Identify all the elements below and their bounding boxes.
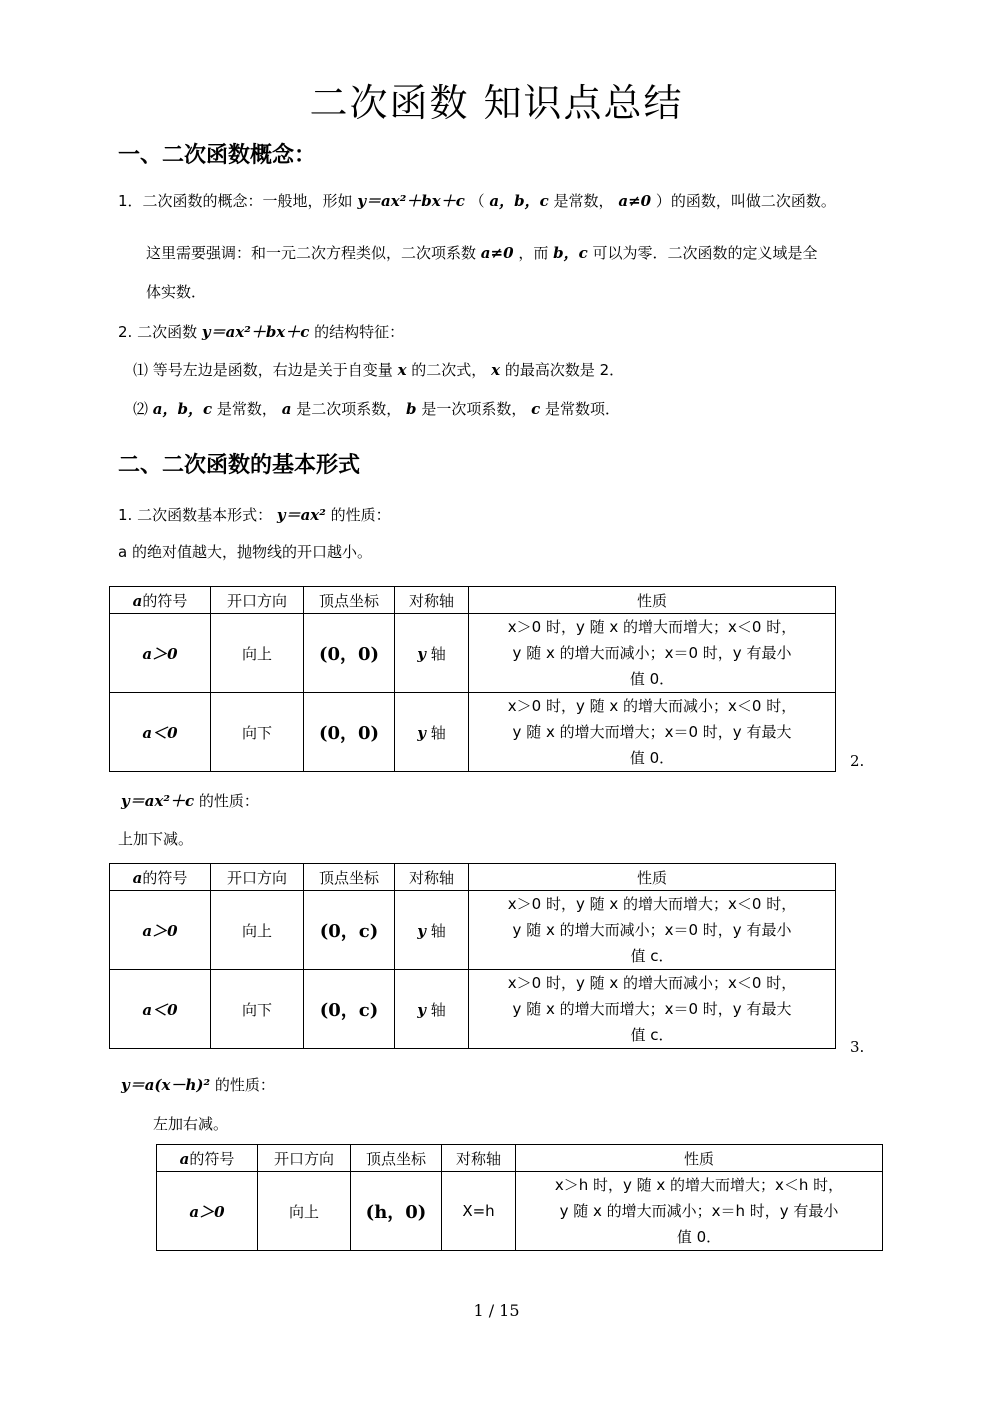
- header-open: 开口方向: [211, 587, 304, 614]
- page-title: 二次函数 知识点总结: [309, 81, 684, 125]
- cell-axis: [395, 891, 469, 970]
- concept-text-4: ）的函数，叫做二次函数。: [655, 192, 836, 210]
- header-sign: [110, 864, 211, 891]
- table-row: [157, 1172, 883, 1251]
- form1-label: 1. 二次函数基本形式：: [118, 506, 273, 524]
- prop-line: y 随 x 的增大而增大；x＝0 时，y 有最大: [512, 723, 792, 741]
- prop-line: y 随 x 的增大而减小；x＝h 时，y 有最小: [559, 1202, 839, 1220]
- form3-line: [121, 1075, 275, 1095]
- header-sign: [157, 1145, 258, 1172]
- cell-axis-var: y: [417, 1000, 426, 1019]
- cell-vertex: (0，c): [304, 970, 395, 1049]
- sub2-text-a: ⑵: [133, 400, 149, 418]
- cell-axis-label: 轴: [430, 1000, 446, 1019]
- sub2-var-c: c: [531, 400, 541, 418]
- structure-line: [118, 322, 404, 342]
- cell-prop: [516, 1172, 883, 1251]
- cell-vertex: (0，0): [304, 614, 395, 693]
- header-sign-var: a: [179, 1149, 190, 1168]
- cell-axis-var: y: [417, 921, 426, 940]
- header-sign-var: a: [132, 868, 143, 887]
- header-sign-label: 的符号: [142, 868, 188, 887]
- structure-text-2: 的结构特征：: [314, 323, 405, 341]
- cell-axis: [395, 693, 469, 772]
- cell-axis-var: y: [417, 723, 426, 742]
- table-form1: [109, 586, 836, 772]
- sub2-var-a: a: [281, 400, 292, 418]
- cell-axis: X=h: [442, 1172, 516, 1251]
- header-prop: 性质: [469, 864, 836, 891]
- form2-line: [121, 791, 259, 811]
- cell-open: 向下: [211, 970, 304, 1049]
- sub2-var-b: b: [406, 400, 417, 418]
- form1-line: [118, 505, 391, 525]
- concept-condition: a≠0: [618, 192, 652, 210]
- prop-line: x＞0 时，y 随 x 的增大而增大；x＜0 时，: [507, 618, 797, 636]
- header-open: 开口方向: [258, 1145, 351, 1172]
- cell-sign: a＞0: [110, 891, 211, 970]
- note-vars: b，c: [553, 244, 588, 262]
- table-row: [110, 693, 836, 772]
- cell-axis: [395, 614, 469, 693]
- form1-note: a 的绝对值越大，抛物线的开口越小。: [118, 543, 372, 561]
- prop-line: 值 c．: [630, 1026, 674, 1044]
- cell-open: 向上: [211, 614, 304, 693]
- prop-line: x＞h 时，y 随 x 的增大而增大；x＜h 时，: [554, 1176, 844, 1194]
- header-vertex: 顶点坐标: [351, 1145, 442, 1172]
- prop-line: 值 c．: [630, 947, 674, 965]
- form2-suffix: 的性质：: [198, 792, 259, 810]
- prop-line: x＞0 时，y 随 x 的增大而增大；x＜0 时，: [507, 895, 797, 913]
- sub1-var-x2: x: [491, 361, 501, 379]
- form2-note: 上加下减。: [118, 830, 194, 848]
- note-line-2: 体实数．: [146, 283, 207, 301]
- prop-line: y 随 x 的增大而减小；x＝0 时，y 有最小: [512, 644, 792, 662]
- header-axis: 对称轴: [395, 587, 469, 614]
- header-sign-var: a: [132, 591, 143, 610]
- concept-vars: a，b，c: [489, 192, 549, 210]
- note-text-c: 可以为零．二次函数的定义域是全: [592, 244, 818, 262]
- table-form3: [156, 1144, 883, 1251]
- cell-prop: [469, 970, 836, 1049]
- section-1-heading: 一、二次函数概念：: [118, 143, 317, 168]
- form3-suffix: 的性质：: [214, 1076, 275, 1094]
- prop-line: x＞0 时，y 随 x 的增大而减小；x＜0 时，: [507, 974, 797, 992]
- sub2-vars: a，b，c: [152, 400, 213, 418]
- header-vertex: 顶点坐标: [304, 587, 395, 614]
- concept-text-1: 1．二次函数的概念：一般地，形如: [118, 192, 353, 210]
- sub2-text-b: 是常数，: [216, 400, 277, 418]
- form1-formula: y＝ax²: [276, 506, 326, 524]
- form2-marker: 2.: [850, 752, 865, 770]
- cell-axis-label: 轴: [430, 723, 446, 742]
- cell-open: 向上: [211, 891, 304, 970]
- cell-prop: [469, 614, 836, 693]
- form3-note: 左加右减。: [153, 1115, 229, 1133]
- prop-line: y 随 x 的增大而减小；x＝0 时，y 有最小: [512, 921, 792, 939]
- table-row: [110, 970, 836, 1049]
- header-prop: 性质: [469, 587, 836, 614]
- section-2-heading: 二、二次函数的基本形式: [118, 453, 361, 478]
- header-axis: 对称轴: [442, 1145, 516, 1172]
- cell-open: 向下: [211, 693, 304, 772]
- header-vertex: 顶点坐标: [304, 864, 395, 891]
- table-header-row: [110, 864, 836, 891]
- table-header-row: [157, 1145, 883, 1172]
- prop-line: x＞0 时，y 随 x 的增大而减小；x＜0 时，: [507, 697, 797, 715]
- prop-line: y 随 x 的增大而增大；x＝0 时，y 有最大: [512, 1000, 792, 1018]
- cell-axis-label: 轴: [430, 921, 446, 940]
- note-text-b: ，而: [518, 244, 549, 262]
- table-row: [110, 891, 836, 970]
- header-open: 开口方向: [211, 864, 304, 891]
- table-row: [110, 614, 836, 693]
- table-form2: [109, 863, 836, 1049]
- sub2-text-d: 是一次项系数，: [421, 400, 527, 418]
- cell-open: 向上: [258, 1172, 351, 1251]
- prop-line: 值 0．: [629, 749, 675, 767]
- sub1-text-a: ⑴ 等号左边是函数，右边是关于自变量: [133, 361, 393, 379]
- form1-suffix: 的性质：: [330, 506, 391, 524]
- concept-line: [118, 191, 836, 211]
- prop-line: 值 0．: [629, 670, 675, 688]
- cell-sign: a＞0: [157, 1172, 258, 1251]
- cell-axis-label: 轴: [430, 644, 446, 663]
- cell-prop: [469, 891, 836, 970]
- header-sign-label: 的符号: [189, 1149, 235, 1168]
- cell-vertex: (0，0): [304, 693, 395, 772]
- header-prop: 性质: [516, 1145, 883, 1172]
- header-sign: [110, 587, 211, 614]
- sub2-text-c: 是二次项系数，: [296, 400, 402, 418]
- cell-sign: a＜0: [110, 970, 211, 1049]
- sub1-text-c: 的最高次数是 2．: [504, 361, 625, 379]
- structure-text-1: 2. 二次函数: [118, 323, 198, 341]
- table-header-row: [110, 587, 836, 614]
- header-sign-label: 的符号: [142, 591, 188, 610]
- structure-formula: y＝ax²＋bx＋c: [201, 323, 310, 341]
- cell-vertex: (h，0): [351, 1172, 442, 1251]
- prop-line: 值 0．: [676, 1228, 722, 1246]
- cell-axis-var: y: [417, 644, 426, 663]
- cell-axis: [395, 970, 469, 1049]
- note-condition: a≠0: [480, 244, 514, 262]
- page-number: 1 / 15: [473, 1301, 520, 1320]
- note-text-a: 这里需要强调：和一元二次方程类似，二次项系数: [146, 244, 477, 262]
- sub1-text-b: 的二次式，: [411, 361, 487, 379]
- form3-formula: y＝a(x－h)²: [121, 1076, 211, 1094]
- formula-general: y＝ax²＋bx＋c: [357, 192, 465, 210]
- cell-sign: a＜0: [110, 693, 211, 772]
- structure-sub-2: [133, 399, 620, 419]
- note-line-1: [146, 243, 818, 263]
- sub1-var-x: x: [397, 361, 407, 379]
- cell-sign: a＞0: [110, 614, 211, 693]
- header-axis: 对称轴: [395, 864, 469, 891]
- concept-text-3: 是常数，: [553, 192, 614, 210]
- sub2-text-e: 是常数项．: [545, 400, 621, 418]
- cell-prop: [469, 693, 836, 772]
- form3-marker: 3.: [850, 1038, 865, 1056]
- form2-formula: y＝ax²＋c: [121, 792, 195, 810]
- concept-text-2: （: [469, 192, 485, 210]
- structure-sub-1: [133, 360, 624, 380]
- cell-vertex: (0，c): [304, 891, 395, 970]
